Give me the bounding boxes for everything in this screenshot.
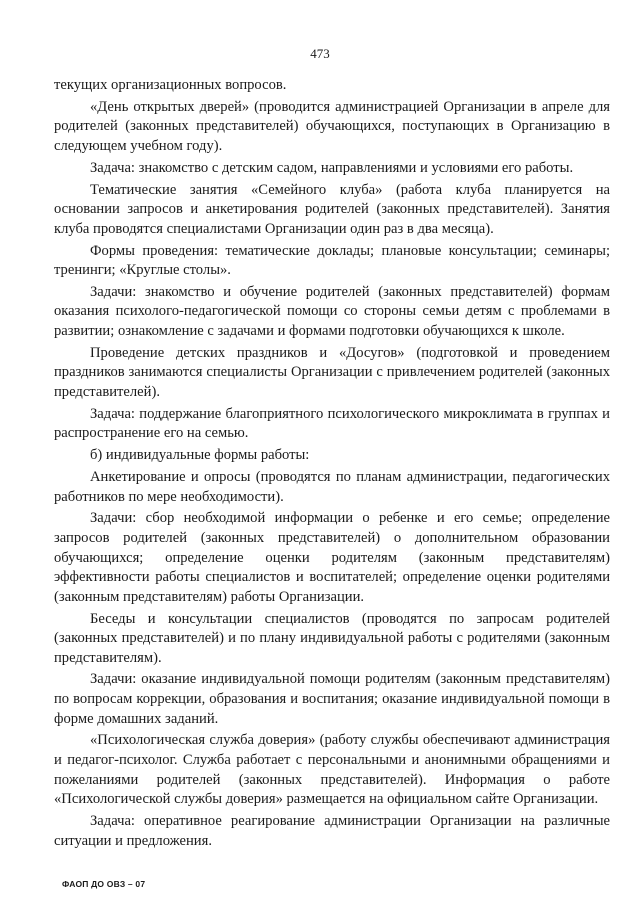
- paragraph: Задачи: сбор необходимой информации о ребенке и его семье; определение запросов родителей (законных представителей) о дополнительном образовании обучающихся; определение оценки родителям (законным представителям) эффективности работы специалистов и воспитателей; определение оценки родителями (законным представителям) работы Организации.: [54, 510, 610, 605]
- document-body: [54, 76, 610, 853]
- paragraph: «Психологическая служба доверия» (работу службы обеспечивают администрация и педагог-психолог. Служба работает с персональными и анонимными обращениями и пожеланиями родителей (законных представителей). Информация о работе «Психологической службы доверия» размещается на официальном сайте Организации.: [54, 732, 610, 808]
- paragraph: Задачи: знакомство и обучение родителей (законных представителей) формам оказания психолого-педагогической помощи со стороны семьи детям с проблемами в развитии; ознакомление с задачами и формами подготовки обучающихся к школе.: [54, 283, 610, 340]
- paragraph: Формы проведения: тематические доклады; плановые консультации; семинары; тренинги; «Круглые столы».: [54, 242, 610, 279]
- paragraph: Анкетирование и опросы (проводятся по планам администрации, педагогических работников по мере необходимости).: [54, 468, 610, 505]
- paragraph: Задача: оперативное реагирование администрации Организации на различные ситуации и предложения.: [54, 813, 610, 849]
- paragraph: Задача: знакомство с детским садом, направлениями и условиями его работы.: [90, 159, 574, 176]
- paragraph: Беседы и консультации специалистов (проводятся по запросам родителей (законных представителей) и по плану индивидуальной работы с родителями (законным представителям).: [54, 610, 610, 666]
- paragraph: текущих организационных вопросов.: [54, 77, 287, 93]
- paragraph: Тематические занятия «Семейного клуба» (работа клуба планируется на основании запросов и анкетирования родителей (законных представителей). Занятия клуба проводятся специалистами Организации один раз в два месяца).: [54, 181, 610, 237]
- paragraph: «День открытых дверей» (проводится администрацией Организации в апреле для родителей (законных представителей) обучающихся, поступающих в Организацию в следующем учебном году).: [54, 98, 610, 154]
- document-footer: ФАОП ДО ОВЗ – 07: [62, 879, 146, 889]
- paragraph: б) индивидуальные формы работы:: [90, 447, 310, 464]
- paragraph: Задача: поддержание благоприятного психологического микроклимата в группах и распространение его на семью.: [54, 405, 610, 442]
- paragraph: Задачи: оказание индивидуальной помощи родителям (законным представителям) по вопросам коррекции, образования и воспитания; оказание индивидуальной помощи в форме домашних заданий.: [54, 671, 610, 727]
- paragraph: Проведение детских праздников и «Досугов» (подготовкой и проведением праздников занимаются специалисты Организации с привлечением родителей (законных представителей).: [54, 344, 610, 401]
- page-number: 473: [310, 46, 330, 61]
